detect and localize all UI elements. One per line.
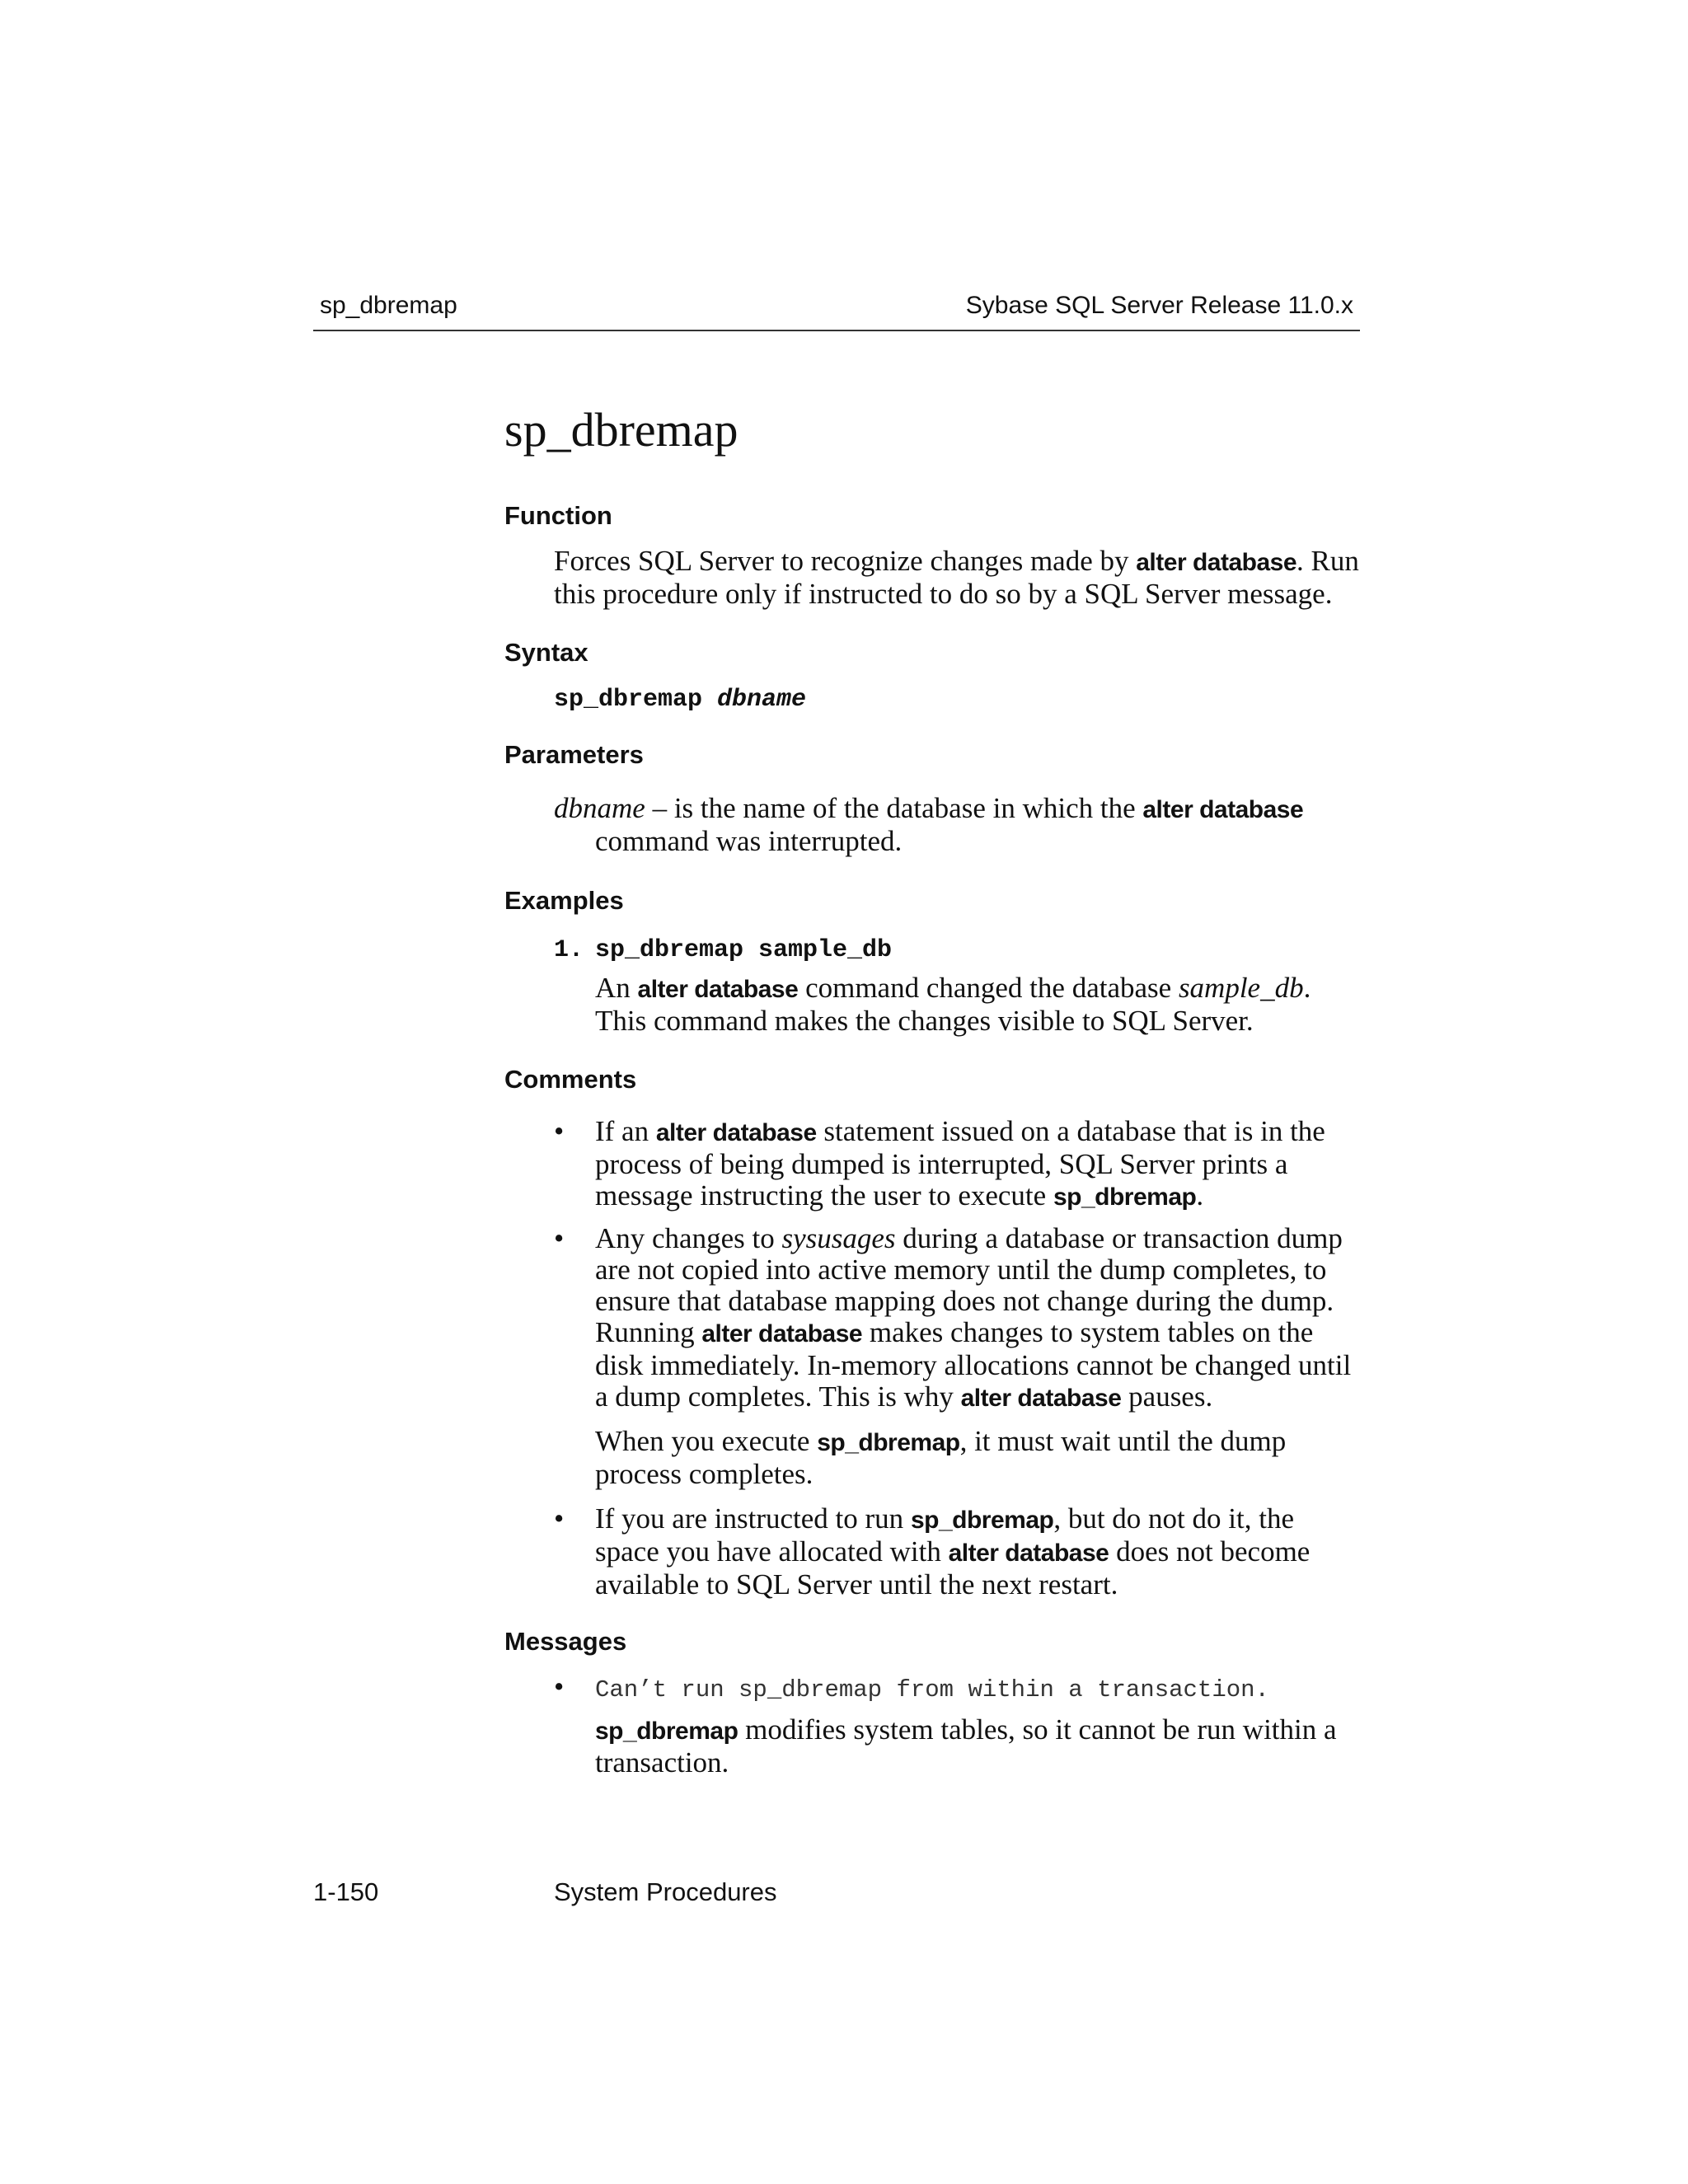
comment-paragraph: When you execute sp_dbremap, it must wait until the dump process completes. <box>595 1425 1287 1490</box>
example-description: An alter database command changed the database sample_db. This command makes the changes visible to SQL Server. <box>595 972 1311 1037</box>
bullet-icon: • <box>554 1222 565 1254</box>
comment-item: Any changes to sysusages during a database or transaction dump are not copied into active memory until the dump completes, to ensure that database mapping does not change during the dump. Running alter database makes changes to system tables on the disk immediately. In-memory allocations cannot be changed until a dump completes. This is why alter database pauses. <box>595 1222 1352 1413</box>
parameters-heading: Parameters <box>504 740 644 769</box>
example-code: sp_dbremap sample_db <box>595 936 893 964</box>
keyword: alter database <box>1136 549 1297 576</box>
bullet-icon: • <box>554 1671 565 1703</box>
syntax-heading: Syntax <box>504 638 588 667</box>
messages-heading: Messages <box>504 1627 627 1656</box>
comments-heading: Comments <box>504 1065 637 1094</box>
syntax-line <box>554 686 806 714</box>
bullet-icon: • <box>554 1502 565 1535</box>
running-header <box>313 288 1360 331</box>
error-message: Can’t run sp_dbremap from within a transaction. <box>595 1676 1269 1704</box>
example-number: 1. <box>554 936 584 964</box>
message-description: sp_dbremap modifies system tables, so it cannot be run within a transaction. <box>595 1713 1337 1779</box>
function-description: Forces SQL Server to recognize changes made by alter database. Run this procedure only if instructed to do so by a SQL Server message. <box>554 545 1359 610</box>
page-number: 1-150 <box>313 1877 379 1906</box>
syntax-param: dbname <box>717 686 807 714</box>
bullet-icon: • <box>554 1115 565 1147</box>
keyword: alter database <box>1142 796 1304 823</box>
syntax-command: sp_dbremap <box>554 686 703 714</box>
header-right-text: Sybase SQL Server Release 11.0.x <box>965 292 1353 319</box>
footer-title: System Procedures <box>554 1877 777 1906</box>
parameter-dbname: dbname – is the name of the database in which the alter database command was interrupted. <box>554 792 1304 857</box>
comment-item: If an alter database statement issued on a database that is in the process of being dumped is interrupted, SQL Server prints a message instructing the user to execute sp_dbremap. <box>595 1115 1325 1212</box>
header-left-text: sp_dbremap <box>320 292 457 319</box>
comment-item: If you are instructed to run sp_dbremap, but do not do it, the space you have allocated with alter database does not become available to SQL Server until the next restart. <box>595 1502 1311 1601</box>
keyword: alter database <box>637 976 799 1003</box>
function-heading: Function <box>504 501 612 530</box>
page-title: sp_dbremap <box>504 403 738 457</box>
examples-heading: Examples <box>504 886 624 915</box>
parameter-name: dbname <box>554 792 645 824</box>
